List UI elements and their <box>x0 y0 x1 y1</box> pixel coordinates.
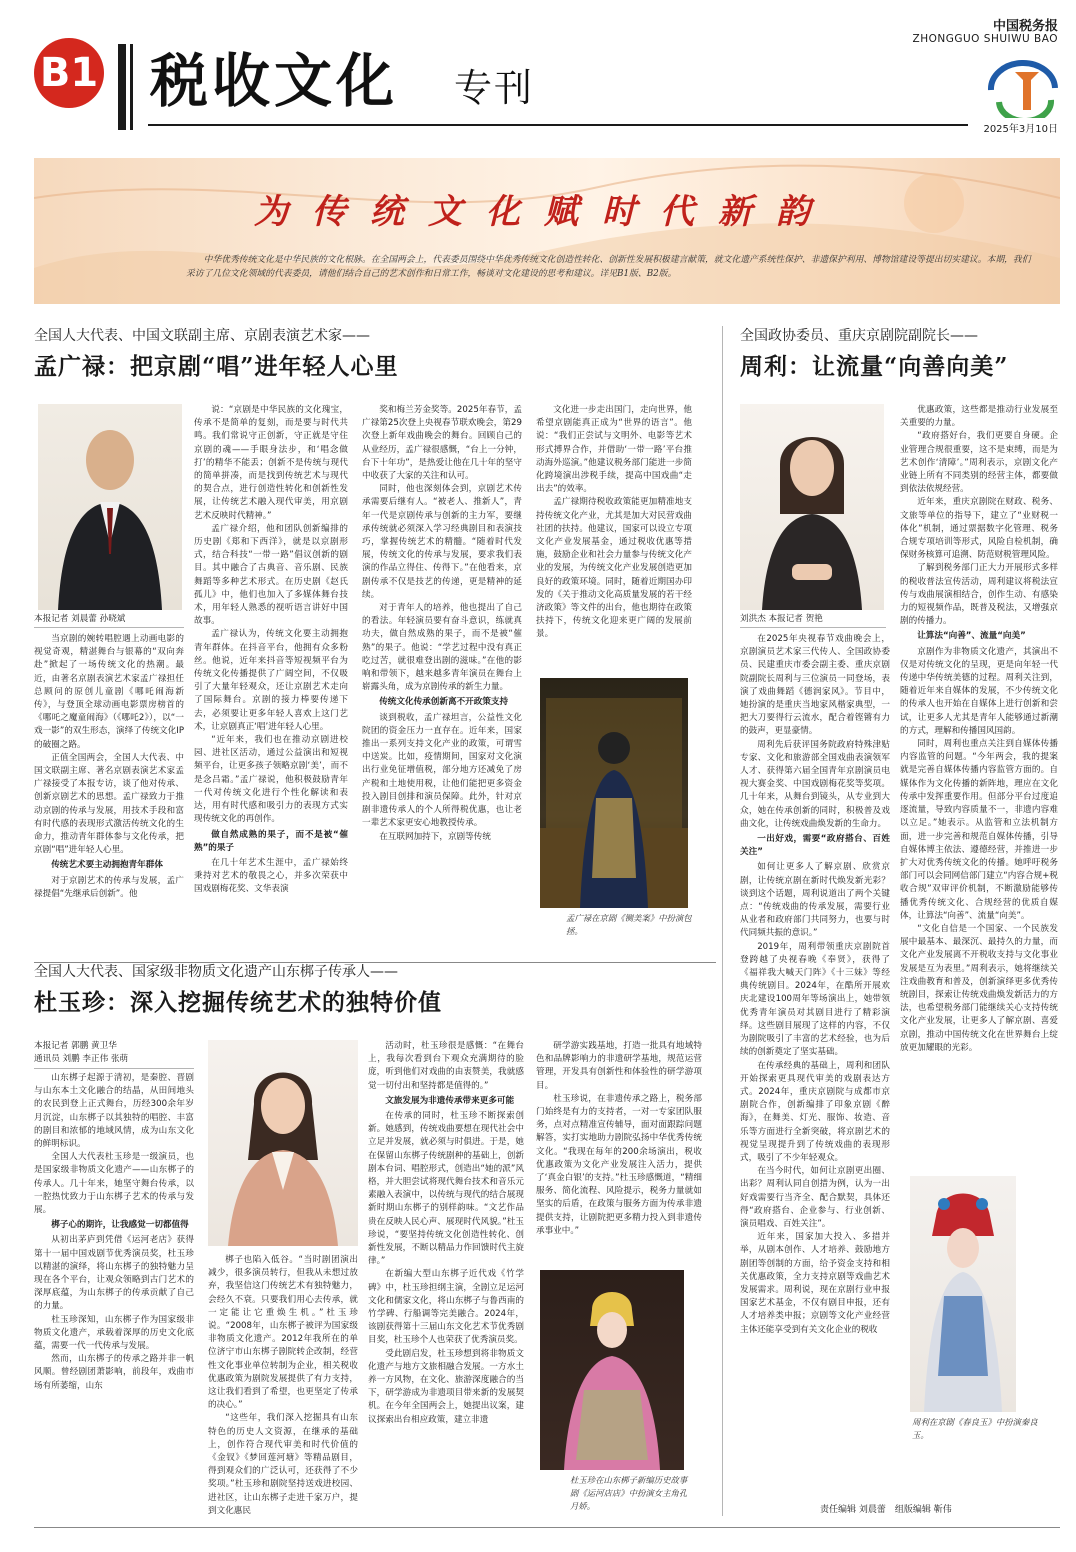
paragraph: 2019年，周利带领重庆京剧院首登跨越了央视春晚《奉贤》，获得了《福祥我大喊天门阵》《十三妹》等经典传统剧目。2024年，在酷所开展欢庆北建设100周年等场演出上，她带领优秀青年演员对其剧目进行了精彩演绎。这些剧目展现了这样的内容，不仅为剧院吸引了丰富的艺术经验，也为后续的创新奠定了坚实基础。 <box>740 941 890 1058</box>
paragraph: 全国人大代表杜玉珍是一级演员，也是国家级非物质文化遗产——山东梆子的传承人。几十年来，她坚守舞台传承，以一腔热忱致力于山东梆子艺术的传承与发展。 <box>34 1152 194 1216</box>
header-underline <box>148 124 968 126</box>
subheading: 传统文化传承创新离不开政策支持 <box>379 697 509 708</box>
paragraph: 如何让更多人了解京剧、欣赏京剧，让传统京剧在新时代焕发新光彩？谈到这个话题，周利说道出了两个关键点：“传统戏曲的传承发展，需要行业从业者和政府部门共同努力，也要与时代同频共振的意识。” <box>740 862 890 939</box>
paragraph: 在2025年央视春节戏曲晚会上，京剧演员艺术家三代传人、全国政协委员、民建重庆市委会副主委、重庆京剧院副院长周利与三位演员一同登场，表演了戏曲舞蹈《德润家风》。节目中，她扮演的是重庆当地家风楷家典型，一把大刀要得行云流水，配合着铿锵有力的鼓声，更显豪情。 <box>740 634 890 737</box>
paragraph: 孟广禄认为，传统文化要主动拥抱青年群体。在抖音平台，他拥有众多粉丝。他说，近年来抖音等短视频平台为传统文化传播提供了广阔空间，不仅吸引了大量年轻观众，还让京剧艺术走向了国际舞台。京剧的接力棒要传递下去，必须要让更多年轻人喜欢上这门艺术，让京剧真正‘唱’进年轻人心里。 <box>194 629 348 732</box>
article2-stage-photo <box>910 1176 1016 1412</box>
subheading: 一出好戏，需要“政府搭台、百姓关注” <box>740 834 890 858</box>
article3-byline-reporters: 本报记者 郭鹏 黄卫华 <box>34 1041 117 1051</box>
subheading: 做自然成熟的果子，而不是被“催熟”的果子 <box>194 829 348 853</box>
paragraph: 在新编大型山东梆子近代戏《竹学碑》中，杜玉珍担纲主演，全剧立足运河文化和儒家文化，将山东梆子与鲁西南的竹学碑、行船调等完美融合。2024年，该剧获得第十三届山东文化艺术节优秀剧目奖，杜玉珍个人也荣获了优秀演员奖。 <box>368 1269 524 1346</box>
subheading: 让算法“向善”、流量“向美” <box>917 631 1026 642</box>
subheading: 梆子心的期许，让我感觉一切都值得 <box>51 1220 189 1231</box>
paragraph: 在传承经典的基础上，周利和团队开始探索更具现代审美的戏剧表达方式。2024年，重庆京剧院与成都市京剧院合作，创新编排了印象京剧《醉海》，在舞美、灯光、服饰、妆造、音乐等方面进行全新突破，将京剧艺术的视觉呈现提升到了传统戏曲的表现形式，吸引了不少年轻观众。 <box>740 1060 890 1163</box>
article1-column-3 <box>362 404 522 955</box>
paragraph: 在传承的同时，杜玉珍不断探索创新。她感到，传统戏曲要想在现代社会中立足并发展，就必须与时俱进。于是，她在保留山东梆子传统剧种的基础上，创新剧本台词、唱腔形式，创造出“她的派”风格，并大胆尝试将现代舞台技术和音乐元素融入表演中，以传统与现代的结合展现新时期山东梆子的别样韵味。“文艺作品贵在反映人民心声、展现时代风貌。”杜玉珍说，“要坚持传统文化创造性转化、创新性发展，不断以精品力作回馈时代主旋律。” <box>368 1111 524 1267</box>
article3-portrait-photo <box>208 1040 358 1246</box>
article1-byline-rule <box>34 627 184 628</box>
paragraph: 了解到税务部门正大力开展形式多样的税收普法宣传活动，周利建议将税法宣传与戏曲展演相结合，创作生动、有感染力的短视频作品，既普及税法，又增强京剧的传播力。 <box>900 563 1058 627</box>
subheading: 传统艺术要主动拥抱青年群体 <box>51 860 163 871</box>
article2-column-a <box>900 404 1058 1166</box>
article2-column-b <box>740 633 890 1488</box>
page-number-badge <box>34 38 104 108</box>
paragraph: 同时，周利也重点关注到自媒体传播内容监管的问题。“今年两会，我的提案就是完善自媒体传播内容监管方面的。自媒体作为文化传播的新阵地，理应在文化传承中发挥重要作用。但部分平台过度追逐流量，导致内容质量不一，非遗内容难以立足。”她表示。从监管和立法机制方面，进一步完善和规范自媒体传播，引导自媒体博主依法、遵德经营，并推进一步扩大对优秀传统文化的传播。她呼吁税务部门可以会同网信部门建立“内容合规+税收合规”双审评价机制，不断激励能够传播优秀传统文化、合规经营的优质自媒体，让算法“向善”、流量“向美”。 <box>900 739 1058 921</box>
header-vertical-bar <box>118 44 126 130</box>
paragraph: 说：“京剧是中华民族的文化瑰宝，传承不是简单的复刻，而是要与时代共鸣。我们常说守正创新，守正就是守住京剧的魂——手眼身法步，和‘唱念做打’的精华不能丢；创新不是传统与现代的简单拼凑，而是找到传统艺术与现代的契合点，进行创造性转化和创新性发展，让传统艺术融入现代审美，用京剧艺术反映时代精神。” <box>194 405 348 521</box>
paper-logo-icon <box>985 58 1063 118</box>
article3-column-1 <box>34 1072 194 1518</box>
article3-stage-photo <box>540 1270 684 1470</box>
paragraph: 奖和梅兰芳金奖等。2025年春节，孟广禄第25次登上央视春节联欢晚会，第29次登上新年戏曲晚会的舞台。回顾自己的从业经历，孟广禄很感慨，“台上一分钟，台下十年功”，是热爱让他在几十年的坚守中收获了大家的关注和认可。 <box>362 405 522 482</box>
paragraph: 京剧作为非物质文化遗产，其演出不仅是对传统文化的呈现，更是向年轻一代传递中华传统美德的过程。周利关注到，随着近年来自媒体的发展，不少传统文化的传承人也开始在自媒体上进行创新和尝试，让更多人尤其是青年人能够通过新潮的方式，理解和传播国风国韵。 <box>900 646 1058 736</box>
paragraph: 孟广禄期待税收政策能更加精准地支持传统文化产业，尤其是加大对民营戏曲社团的扶持。他建议，国家可以设立专项文化产业发展基金，通过税收优惠等措施，鼓励企业和社会力量参与传统文化产业的发展，为传统文化产业发展创造更加良好的政策环境。同时，随着近期国办印发的《关于推动文化高质量发展的若干经济政策》等文件的出台，他也期待在政策扶持下，传统文化迎来更广阔的发展前景。 <box>536 497 692 640</box>
footer-editor-line: 责任编辑 刘晨蕾 组版编辑 靳伟 <box>820 1505 952 1515</box>
header-vertical-bar-thin <box>130 44 133 130</box>
paragraph: “这些年，我们深入挖掘具有山东特色的历史人文资源，在继承的基础上，创作符合现代审美和时代价值的《金钗》《梦回莲河塘》等精品剧目，得到观众们的广泛认可，还获得了不少奖项。”杜玉珍和剧院坚持送戏进校园、进社区，让山东梆子走进千家万户，提到文化惠民 <box>208 1413 358 1516</box>
article2-portrait-photo <box>740 404 884 610</box>
section-suffix: 专刊 <box>454 66 535 110</box>
article3-column-3 <box>368 1040 524 1518</box>
page-number: B1 <box>39 50 99 96</box>
paragraph: 文化进一步走出国门，走向世界，他希望京剧能真正成为“世界的语言”。他说：“我们正尝试与文明外、电影等艺术形式搏界合作，并借助‘一带一路’平台推动海外巡演。”他建议税务部门能进一步简化跨境演出涉税手续，提高中国戏曲“走出去”的效率。 <box>536 405 692 495</box>
paragraph: 受此剧启发，杜玉珍想到将非物质文化遗产与地方文旅相融合发展。一方水土养一方风物，在文化、旅游深度融合的当下，研学游成为非遗项目带来新的发展契机。在今年全国两会上，她提出议案，建议探索出台相应政策，建立非遗 <box>368 1348 524 1425</box>
paragraph: 对于京剧艺术的传承与发展，孟广禄提倡“先继承后创新”。他 <box>34 875 184 899</box>
paragraph: “政府搭好台，我们更要自身硬。企业管理合规很重要，这不是束缚，而是为艺术创作‘清障’。”周利表示，京剧文化产业链上所有不同类别的经营主体，都要做到依法依规经营。 <box>900 431 1058 495</box>
paragraph: 在当今时代，如何让京剧更出圈、出彩？周利认同自创措为例，认为一出好戏需要行当齐全、配合默契，具体还得“政府搭台、企业参与、行业创新、演员唱戏、百姓关注”。 <box>740 1166 890 1229</box>
paragraph: 近年来，国家加大投入、多措并举，从剧本创作、人才培养、鼓励地方剧团等创制的方面，给予资金支持和相关优惠政策，全力支持京剧等戏曲艺术发展需求。周利说，现在京剧行业申报国家艺术基金，不仅有剧目申报，还有人才培养类申报；京剧等文化产业经营主体还能享受到有关文化企业的税收 <box>740 1232 890 1335</box>
paragraph: 在互联网加持下，京剧等传统 <box>379 831 491 842</box>
paragraph: 然而，山东梆子的传承之路并非一帆风顺。曾经剧团萧影响，前段年，戏曲市场有所萎缩，山东 <box>34 1354 194 1391</box>
paragraph: 谈到税收，孟广禄坦言，公益性文化院团的资金压力一直存在。近年来，国家推出一系列支持文化产业的政策，可谓雪中送炭。比如，疫情期间，国家对文化演出行业免征增值税，部分地方还减免了房产税和土地使用税，让他们能把更多资金投入剧目创排和演员保障。此外，针对京剧非遗传承人的个人所得税优惠，也让老一辈艺术家更安心地教授传承。 <box>362 712 522 829</box>
article1-column-2 <box>194 404 348 955</box>
paragraph: 对于青年人的培养，他也提出了自己的看法。年轻演员要有奋斗意识，练就真功夫，做自然成熟的果子，而不是被“催熟”的果子。他说：“学艺过程中没有真正吃过苦，就很难登出剧的滋味。”在他的影响和带领下，越来越多青年演员在舞台上崭露头角，成为京剧传承的新生力量。 <box>362 603 522 693</box>
paragraph: 当京剧的婉转唱腔遇上动画电影的视觉奇观，精湛舞台与银幕的“双向奔赴”掀起了一场传统文化的热潮。最近，由著名京剧表演艺术家孟广禄担任总顾问的原创儿童剧《哪吒闹海新传》，与登顶全球动画电影票房榜首的《哪吒之魔童闹海》（《哪吒2》），以“一戏一影”的双生形态，演绎了传统文化IP的破圈之路。 <box>34 634 184 750</box>
page-header <box>0 0 1076 145</box>
paragraph: 优惠政策，这些都是推动行业发展至关重要的力量。 <box>900 405 1058 429</box>
article2-byline-rule <box>740 627 886 628</box>
article2-kicker: 全国政协委员、重庆京剧院副院长—— <box>740 328 978 344</box>
article3-column-2 <box>208 1254 358 1518</box>
banner-title: 为传统文化赋时代新韵 <box>254 192 834 232</box>
article1-kicker: 全国人大代表、中国文联副主席、京剧表演艺术家—— <box>34 328 370 344</box>
paragraph: 梆子也陷入低谷。“当时剧团演出减少，很多演员转行，但我从未想过放弃，我坚信这门传统艺术有独特魅力，会经久不衰。只要我们用心去传承，就一定能让它重焕生机。”杜玉珍说。“2008年，山东梆子被评为国家级非物质文化遗产。2012年我所在的单位济宁市山东梆子剧院转企改制，经营性文化事业单位转制为企业，相关税收优惠政策为剧院发展提供了有力支持，这让我们看到了希望，也更坚定了传承的决心。” <box>208 1255 358 1411</box>
section-title: 税收文化 <box>150 47 399 115</box>
article1-portrait-photo <box>38 404 182 610</box>
article1-column-4 <box>536 404 692 672</box>
paragraph: 同时，他也深刻体会到，京剧艺术传承需要后继有人。“被老人、推新人”，青年一代是京剧传承与创新的主力军，要继承传统就必须深入学习经典剧目和表演技巧，掌握传统艺术的精髓。“随着时代发展，传统文化的传承与发展，要求我们表演的作品立得住、传得下。”在他看来，京剧传承不仅是技艺的传递，更是精神的延续。 <box>362 484 522 600</box>
article1-byline: 本报记者 刘晨蕾 孙晓斌 <box>34 614 126 624</box>
paragraph: 从初出茅庐到凭借《运河老店》获得第十一届中国戏剧节优秀演员奖，杜玉珍以精湛的演绎，将山东梆子的独特魅力呈现在各个平台，让观众领略到古门艺术的深厚底蕴，为山东梆子的传承贡献了自己的力量。 <box>34 1235 194 1312</box>
paragraph: 活动时，杜玉珍很是感慨：“在舞台上，我每次看到台下观众充满期待的脸庞，听到他们对戏曲的由衷赞美，我就感觉一切付出和坚持都是值得的。” <box>368 1041 524 1091</box>
paragraph: 研学游实践基地，打造一批具有地域特色和品牌影响力的非遗研学基地，规范运营管理，开发具有创新性和体验性的研学游项目。 <box>536 1041 702 1091</box>
paragraph: 周利先后获评国务院政府特殊津贴专家、文化和旅游部全国戏曲表演领军人才、获得第六届全国青年京剧演员电视大赛金奖、中国戏剧梅花奖等奖项。几十年来，从舞台到镜头，从专业到大众，她在传承创新的同时，积极普及戏曲文化，让传统戏曲焕发新的生命力。 <box>740 739 890 829</box>
article2-photo-caption: 周利在京剧《春良玉》中扮演秦良玉。 <box>912 1417 1038 1440</box>
article3-byline <box>34 1040 194 1066</box>
paragraph: 在几十年艺术生涯中，孟广禄始终秉持对艺术的敬畏之心，并多次荣获中国戏剧梅花奖、文华表演 <box>194 857 348 895</box>
paper-name-cn: 中国税务报 <box>992 19 1058 34</box>
article3-headline: 杜玉珍：深入挖掘传统艺术的独特价值 <box>34 989 442 1016</box>
article1-column-1 <box>34 633 184 955</box>
paragraph: 孟广禄介绍，他和团队创新编排的历史剧《郑和下西洋》，就是以京剧形式，结合科技“一带一路”倡议创新的剧目。其中融合了古典音、音乐剧、民族舞蹈等多种艺术形式。在历史剧《赵氏孤儿》中，他们也加入了多媒体舞台技术，用年轻人熟悉的视听语言讲好中国故事。 <box>194 523 348 627</box>
paragraph: “文化自信是一个国家、一个民族发展中最基本、最深沉、最持久的力量，而文化产业发展离不开税收支持与文化事业发展是互为表里。”周利表示，她将继续关注戏曲教育和普及，创新演绎更多优秀传统剧目，探索让传统戏曲焕发新活力的方法，也希望税务部门能继续关心支持传统文化产业发展，让更多人了解京剧、喜爱京剧，推动中国传统文化在世界舞台上绽放更加耀眼的光彩。 <box>900 923 1058 1053</box>
article1-stage-photo <box>540 678 688 908</box>
paragraph: 山东梆子起源于清初，是秦腔、晋剧与山东本土文化融合的结晶，从田间地头的农民到登上正式舞台，历经300余年岁月沉淀，山东梆子以其独特的唱腔、丰富的剧目和浓郁的地域风情，成为山东文化的鲜明标识。 <box>34 1073 194 1150</box>
banner-intro: 中华优秀传统文化是中华民族的文化根脉。在全国两会上，代表委员围绕中华优秀传统文化创造性转化、创新性发展积极建言献策，就文化遗产系统性保护、非遗保护利用、博物馆建设等提出切实建议。本期，我们采访了几位文化领域的代表委员，请他们结合自己的艺术创作和日常工作，畅谈对文化建设的思考和建议。详见B1版、B2版。 <box>186 255 1031 279</box>
article3-column-4 <box>536 1040 702 1262</box>
feature-banner <box>34 158 1060 304</box>
article1-photo-caption: 孟广禄在京剧《铡美案》中扮演包拯。 <box>566 913 692 936</box>
article3-kicker: 全国人大代表、国家级非物质文化遗产山东梆子传承人—— <box>34 964 398 980</box>
article2-headline: 周利：让流量“向善向美” <box>740 353 1009 380</box>
paper-name-en: ZHONGGUO SHUIWU BAO <box>912 33 1058 45</box>
paragraph: “近年来，我们也在推动京剧进校园、进社区活动，通过公益演出和短视频平台，让更多孩子领略京剧‘美’，而不是念吕霜。”孟广禄说，他积极鼓励青年一代对传统文化进行个性化解读和表达，用有时代感和吸引力的表现方式实现传统文化的再创作。 <box>194 735 348 825</box>
article2-byline: 刘洪杰 本报记者 贺艳 <box>740 614 823 624</box>
article3-byline-correspondents: 通讯员 刘鹏 李正伟 张萌 <box>34 1054 129 1064</box>
paragraph: 杜玉珍说，在非遗传承之路上，税务部门始终是有力的支持者，一对一专家团队服务，点对点精准宣传辅导，面对面跟踪问题解答，实打实地助力剧院弘扬中华优秀传统文化。“我现在每年的200余场演出，税收优惠政策为文化产业发展注入活力，提供了‘真金白银’的支持。”杜玉珍感慨道，“精细服务、简化流程、风险提示，税务力量就如坚实的后盾，在政策与服务方面为传承非遗提供支持，让剧院把更多精力投入到非遗传承事业中。” <box>536 1093 702 1236</box>
subheading: 文旅发展为非遗传承带来更多可能 <box>385 1095 515 1106</box>
article1-headline: 孟广禄：把京剧“唱”进年轻人心里 <box>34 353 399 380</box>
column-divider <box>722 326 723 1516</box>
issue-date: 2025年3月10日 <box>983 124 1058 135</box>
article3-photo-caption: 杜玉珍在山东梆子新编历史故事剧《运河店店》中扮演女主角孔月娇。 <box>570 1475 688 1511</box>
footer-rule <box>34 1527 1060 1528</box>
paragraph: 正值全国两会，全国人大代表、中国文联副主席、著名京剧表演艺术家孟广禄接受了本报专访，谈了他对传承、创新京剧艺术的思想。孟广禄致力于推动京剧的传承与发展，用技术手段和富有时代感的表现形式激活传统文化的生命力，推动青年群体参与文化传承，把京剧“唱”进年轻人心里。 <box>34 752 184 856</box>
paragraph: 近年来，重庆京剧院在财政、税务、文旅等单位的指导下，建立了“业财税一体化”机制，通过票据数字化管理、税务合规专项培训等形式，风险自检机制，确保财务核算可追溯、防范财税管理风险。 <box>900 497 1058 561</box>
paragraph: 杜玉珍深知，山东梆子作为国家级非物质文化遗产，承载着深厚的历史文化底蕴，需要一代一代传承与发展。 <box>34 1314 194 1352</box>
article3-byline-rule <box>34 1068 194 1069</box>
